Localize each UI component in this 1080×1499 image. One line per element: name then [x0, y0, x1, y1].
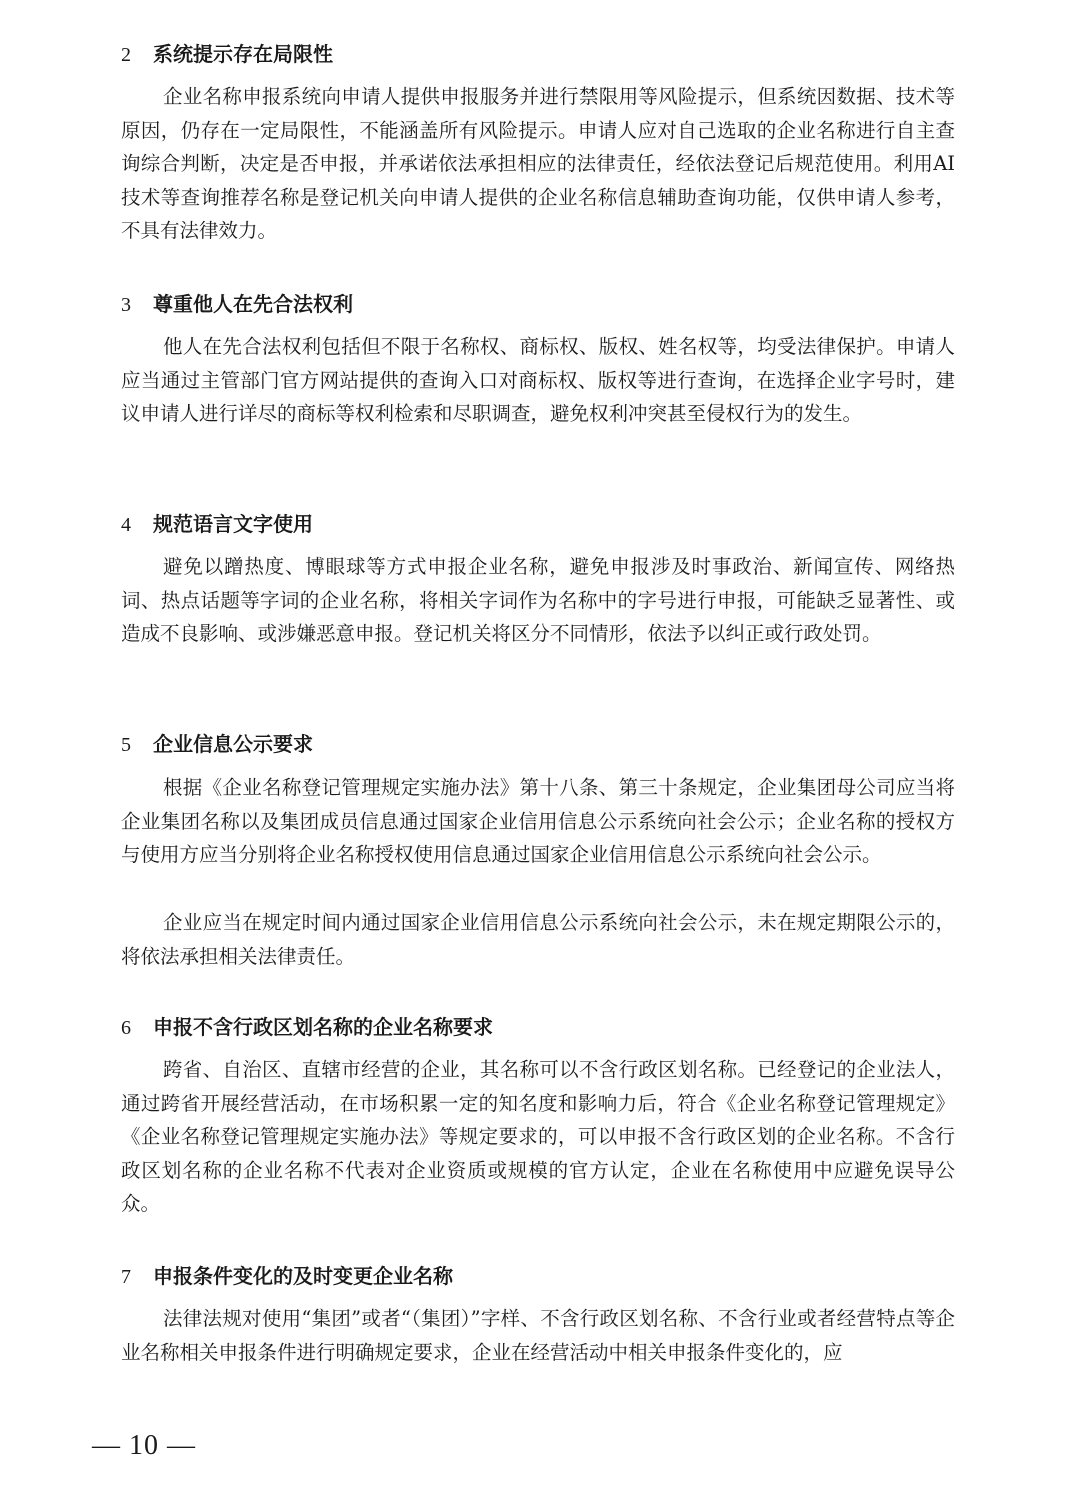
section-number: 3 [121, 294, 131, 316]
section-title: 申报条件变化的及时变更企业名称 [153, 1264, 453, 1288]
section-number: 5 [121, 734, 131, 756]
section-title: 规范语言文字使用 [153, 512, 313, 536]
section-heading-5 [121, 730, 961, 759]
section-title: 企业信息公示要求 [153, 732, 313, 756]
paragraph: 避免以蹭热度、博眼球等方式申报企业名称，避免申报涉及时事政治、新闻宣传、网络热词、热点话题等字词的企业名称，将相关字词作为名称中的字号进行申报，可能缺乏显著性、或造成不良影响、或涉嫌恶意申报。登记机关将区分不同情形，依法予以纠正或行政处罚。 [121, 555, 955, 646]
paragraph: 他人在先合法权利包括但不限于名称权、商标权、版权、姓名权等，均受法律保护。申请人应当通过主管部门官方网站提供的查询入口对商标权、版权等进行查询，在选择企业字号时，建议申请人进行详尽的商标等权利检索和尽职调查，避免权利冲突甚至侵权行为的发生。 [121, 335, 955, 426]
section-heading-2 [121, 40, 961, 69]
section-number: 7 [121, 1266, 131, 1288]
paragraph: 跨省、自治区、直辖市经营的企业，其名称可以不含行政区划名称。已经登记的企业法人，通过跨省开展经营活动，在市场积累一定的知名度和影响力后，符合《企业名称登记管理规定》《企业名称登记管理规定实施办法》等规定要求的，可以申报不含行政区划的企业名称。不含行政区划名称的企业名称不代表对企业资质或规模的官方认定，企业在名称使用中应避免误导公众。 [121, 1058, 955, 1216]
section-number: 6 [121, 1017, 131, 1039]
section-title: 尊重他人在先合法权利 [153, 292, 353, 316]
paragraph: 法律法规对使用“集团”或者“（集团）”字样、不含行政区划名称、不含行业或者经营特点等企业名称相关申报条件进行明确规定要求，企业在经营活动中相关申报条件变化的，应 [121, 1307, 955, 1364]
page-number: — 10 — [92, 1430, 196, 1461]
section-heading-7 [121, 1262, 961, 1291]
paragraph: 根据《企业名称登记管理规定实施办法》第十八条、第三十条规定，企业集团母公司应当将企业集团名称以及集团成员信息通过国家企业信用信息公示系统向社会公示；企业名称的授权方与使用方应当分别将企业名称授权使用信息通过国家企业信用信息公示系统向社会公示。 [121, 776, 955, 867]
section-heading-4 [121, 510, 961, 539]
section-number: 2 [121, 44, 131, 66]
section-heading-6 [121, 1013, 961, 1042]
paragraph: 企业应当在规定时间内通过国家企业信用信息公示系统向社会公示，未在规定期限公示的，将依法承担相关法律责任。 [121, 911, 955, 968]
section-number: 4 [121, 514, 131, 536]
section-title: 系统提示存在局限性 [153, 42, 333, 66]
section-title: 申报不含行政区划名称的企业名称要求 [153, 1015, 493, 1039]
paragraph: 企业名称申报系统向申请人提供申报服务并进行禁限用等风险提示，但系统因数据、技术等原因，仍存在一定局限性，不能涵盖所有风险提示。申请人应对自己选取的企业名称进行自主查询综合判断，决定是否申报，并承诺依法承担相应的法律责任，经依法登记后规范使用。利用AI技术等查询推荐名称是登记机关向申请人提供的企业名称信息辅助查询功能，仅供申请人参考，不具有法律效力。 [121, 85, 955, 243]
section-heading-3 [121, 290, 961, 319]
